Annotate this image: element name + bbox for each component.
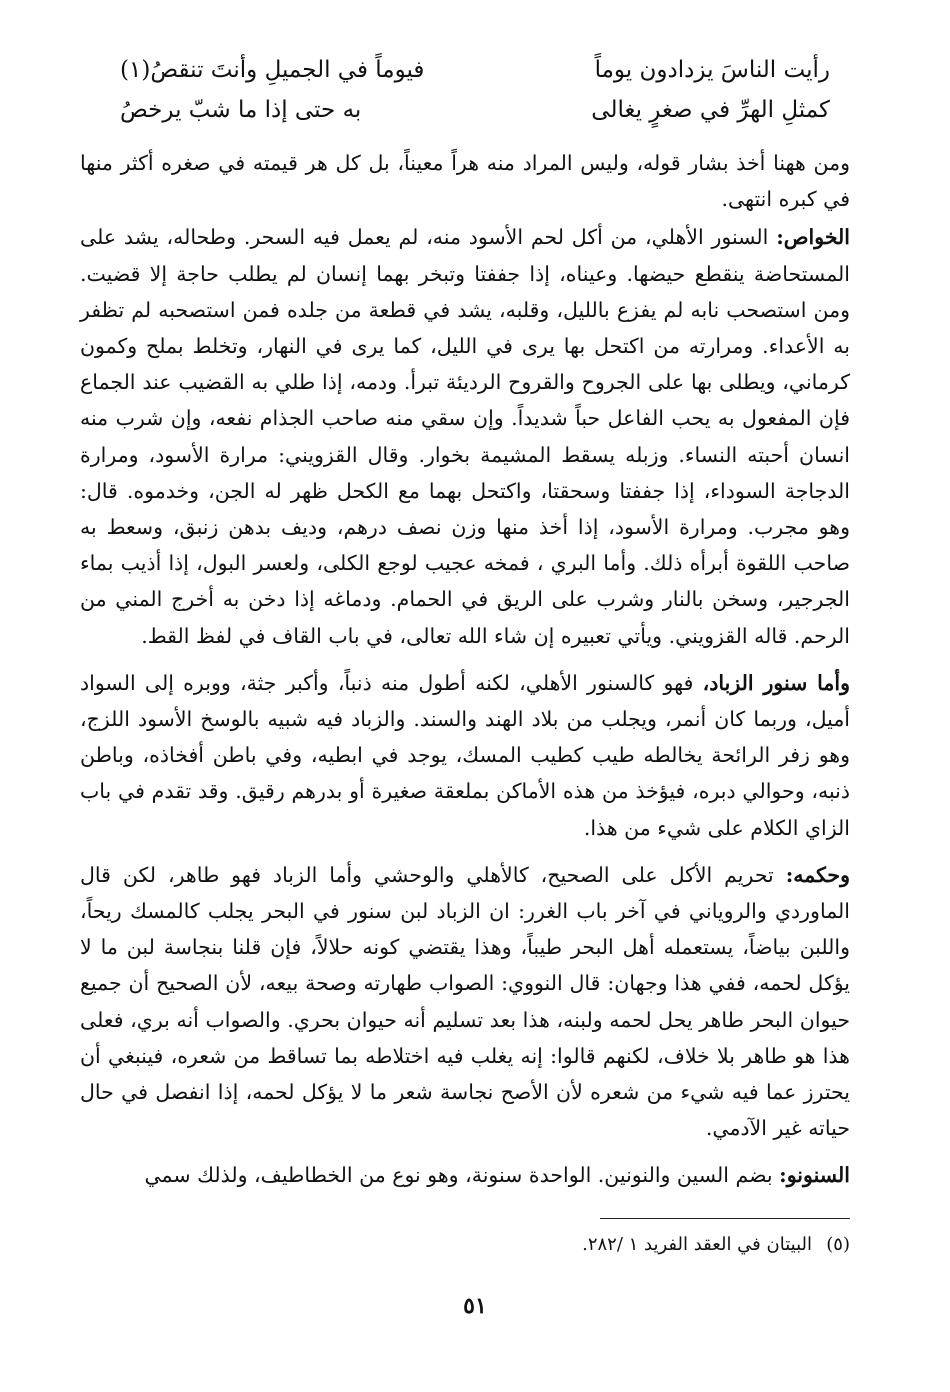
heading-swallow: السنونو: [779,1163,850,1188]
verse-2-second-hemistich: به حتى إذا ما شبّ يرخصُ [120,97,362,123]
paragraph-properties-text: السنور الأهلي، من أكل لحم الأسود منه، لم يعمل فيه السحر. وطحاله، يشد على المستحاضة ينقطع حيضها. وعيناه، إذا جففتا وتبخر بهما إنسان لم يطلب حاجة إلا قضيت. ومن استصحب نابه لم يفزع بالليل، وقلبه، يشد في قطعة من جلده فمن استصحبه لم تظفر به الأعداء. ومرارته من اكتحل بها يرى في الليل، كما يرى في النهار، وتخلط بملح وكمون كرماني، ويطلى بها على الجروح والقروح الرديئة تبرأ. ودمه، إذا طلي به القضيب عند الجماع فإن المفعول به يحب الفاعل حباً شديداً. وإن سقي منه صاحب الجذام نفعه، وإن شرب منه انسان أحبته النساء. وزبله يسقط المشيمة بخوار. وقال القزويني: مرارة الأسود، ومرارة الدجاجة السوداء، إذا جففتا وسحقتا، واكتحل بهما مع الكحل ظهر له الجن، وخدموه. قال: وهو مجرب. ومرارة الأسود، إذا أخذ منها وزن نصف درهم، وديف بدهن زنبق، وسعط به صاحب اللقوة أبرأه ذلك. وأما البري ، فمخه عجيب لوجع الكلى، ولعسر البول، إذا أذيب بماء الجرجير، وسخن بالنار وشرب على الريق في الحمام. ودماغه إذا دخن به أخرج المني من الرحم. قاله القزويني. ويأتي تعبيره إن شاء الله تعالى، في باب القاف في لفظ القط. [80,225,850,648]
paragraph-civet [80,665,850,846]
paragraph-ruling [80,857,850,1147]
footnote [80,1230,850,1260]
paragraph-intro [80,145,850,217]
paragraph-properties [80,219,850,653]
verse-1-second-hemistich: فيوماً في الجميلِ وأنتَ تنقصُ(١) [120,57,425,83]
paragraph-ruling-text: تحريم الأكل على الصحيح، كالأهلي والوحشي وأما الزباد فهو طاهر، لكن قال الماوردي والروياني في آخر باب الغرر: ان الزباد لبن سنور في البحر يجلب كالمسك ريحاً، واللبن بياضاً، يستعمله أهل البحر طيباً، وهذا يقتضي كونه حلالاً، فإن قلنا بنجاسة لبن ما لا يؤكل لحمه، ففي هذا وجهان: قال النووي: الصواب طهارته وصحة بيعه، لأن الصحيح أن جميع حيوان البحر طاهر يحل لحمه ولبنه، هذا بعد تسليم أنه حيوان بحري. والصواب أنه بري، فعلى هذا هو طاهر بلا خلاف، لكنهم قالوا: إنه يغلب فيه اختلاطه بما تساقط من شعره، فينبغي أن يحترز عما فيه شيء من شعره لأن الأصح نجاسة شعر ما لا يؤكل لحمه، إذا انفصل في حال حياته غير الآدمي. [80,862,850,1141]
heading-properties: الخواص: [776,225,850,250]
paragraph-intro-text: ومن ههنا أخذ بشار قوله، وليس المراد منه هراً معيناً، بل كل هر قيمته في صغره أكثر منها في كبره انتهى. [80,151,850,212]
verse-1-first-hemistich: رأيت الناسَ يزدادون يوماً [594,57,830,83]
paragraph-swallow [80,1157,850,1193]
verse-line-2 [120,90,830,130]
footnote-number: (٥) [826,1234,850,1255]
paragraph-swallow-text: بضم السين والنونين. الواحدة سنونة، وهو نوع من الخطاطيف، ولذلك سمي [144,1163,780,1188]
verse-line-1 [120,50,830,90]
page-number: ٥١ [463,1293,487,1319]
heading-civet: وأما سنور الزباد، [702,670,850,695]
main-text [80,145,850,1205]
footnote-separator [600,1218,850,1219]
heading-ruling: وحكمه: [785,862,850,887]
poem-verses [120,50,830,130]
paragraph-civet-text: فهو كالسنور الأهلي، لكنه أطول منه ذنباً، وأكبر جثة، ووبره إلى السواد أميل، وربما كان أنمر، ويجلب من بلاد الهند والسند. والزباد فيه شبيه بالوسخ الأسود اللزج، وهو زفر الرائحة يخالطه طيب كطيب المسك، يوجد في ابطيه، وفي باطن أفخاذه، وباطن ذنبه، وحوالي دبره، فيؤخذ من هذه الأماكن بملعقة صغيرة أو بدرهم رقيق. وقد تقدم في باب الزاي الكلام على شيء من هذا. [80,670,850,840]
footnote-text: البيتان في العقد الفريد ١ /٢٨٢. [582,1234,812,1255]
verse-2-first-hemistich: كمثلِ الهرِّ في صغرٍ يغالى [591,97,830,123]
